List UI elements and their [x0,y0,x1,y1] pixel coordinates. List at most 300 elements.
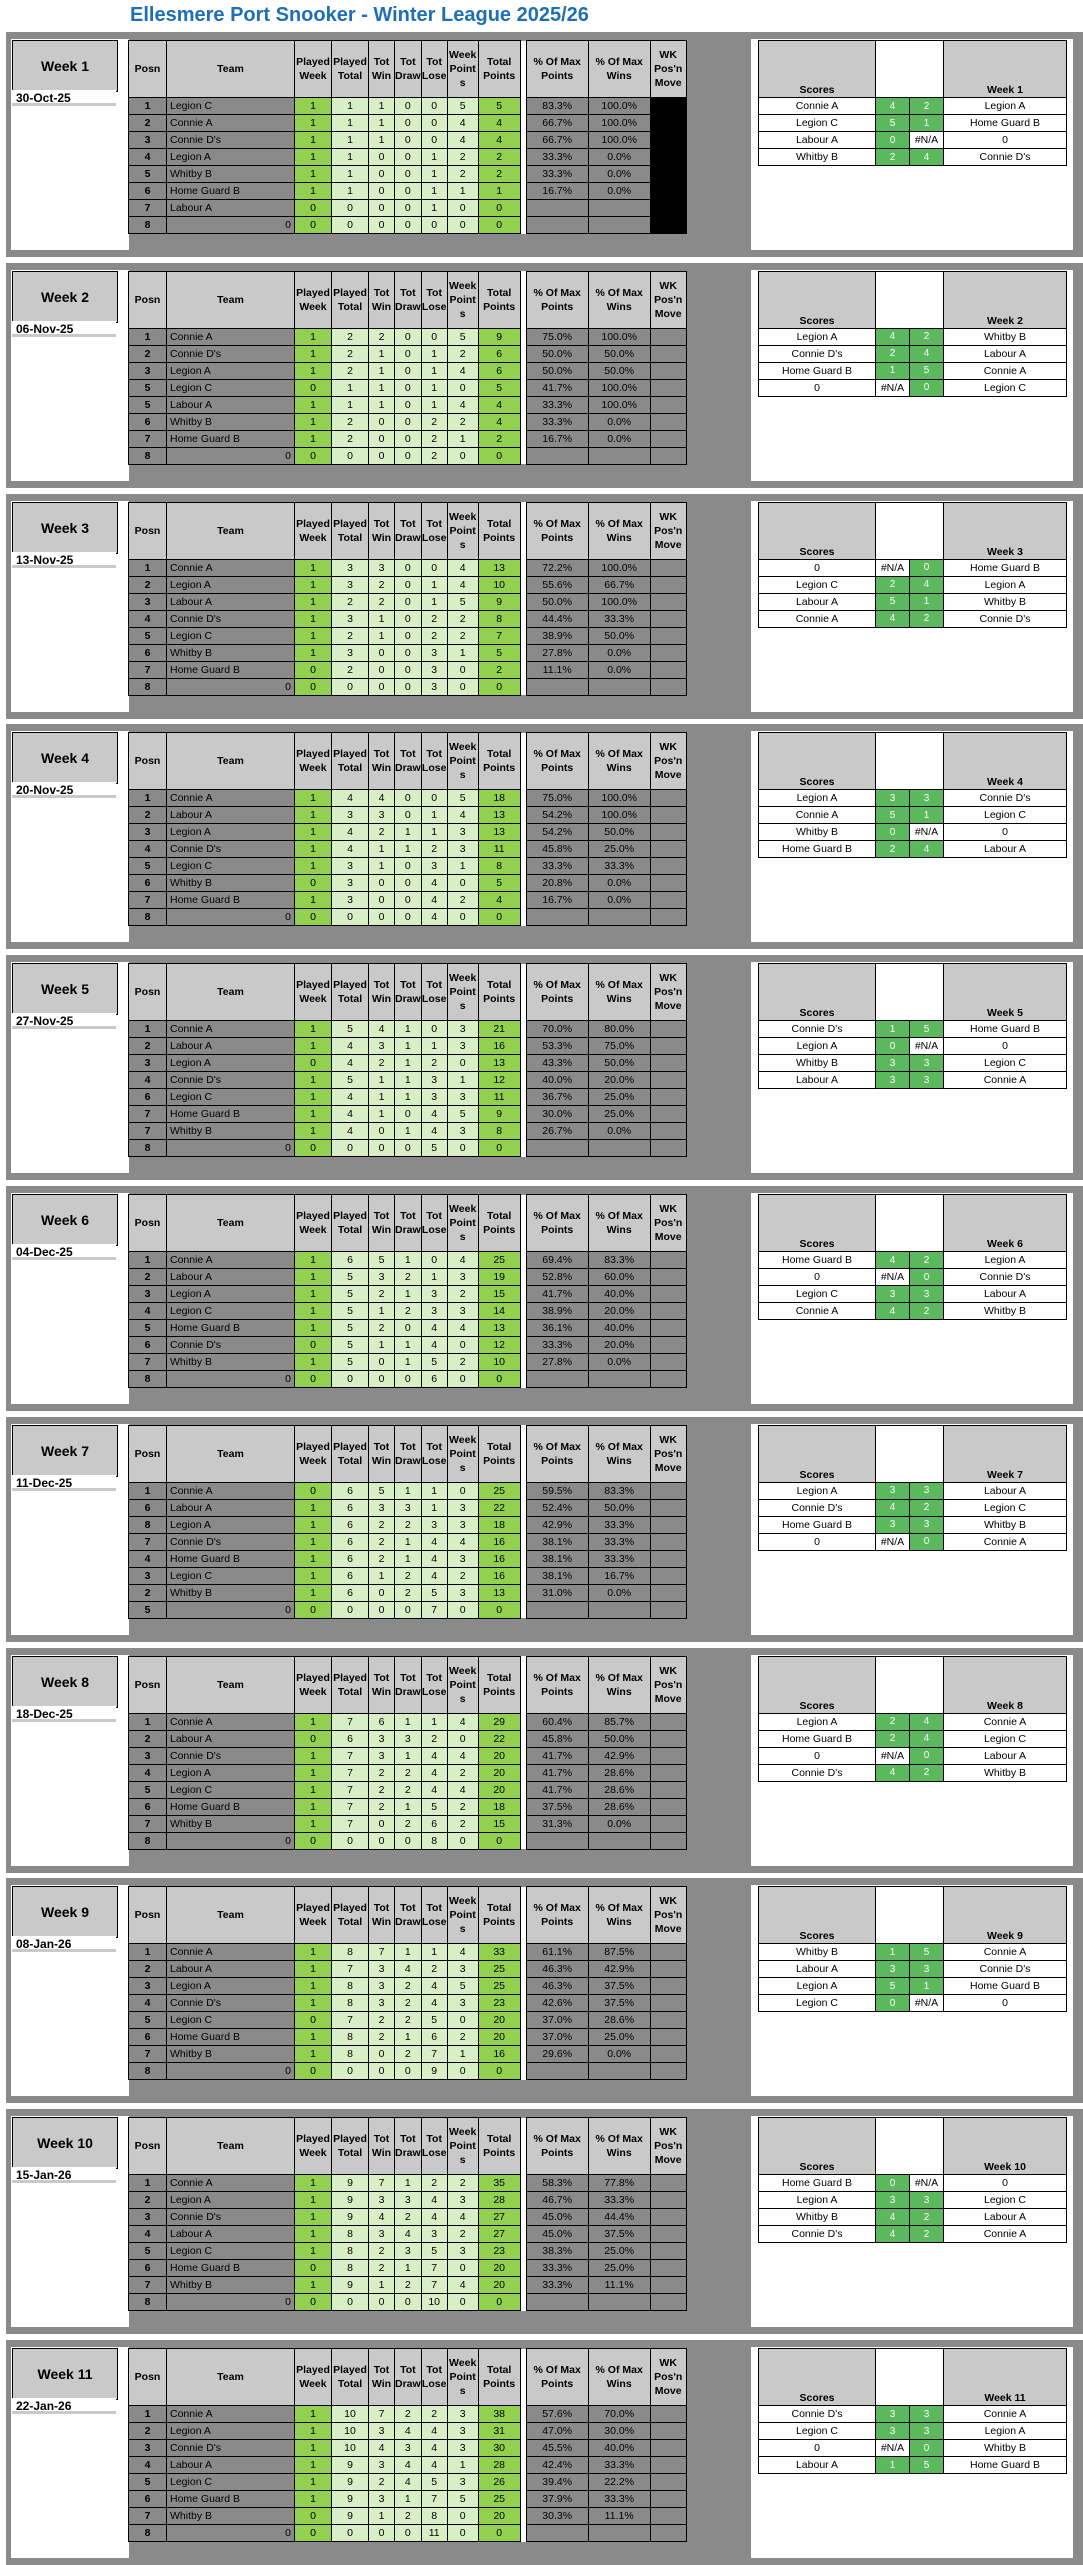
week-points-cell: 5 [447,2491,478,2508]
position-move-cell [650,328,686,345]
pct-points-cell: 38.1% [526,1550,588,1567]
played-week-cell: 1 [295,1021,332,1038]
week-points-cell: 1 [447,183,478,200]
pct-points-cell [526,1371,588,1388]
wins-cell: 4 [369,2209,395,2226]
total-points-cell: 4 [478,132,520,149]
wins-cell: 0 [369,1354,395,1371]
position-move-cell [650,1995,686,2012]
losses-cell: 1 [421,396,447,413]
away-team-cell: Whitby B [944,1303,1067,1320]
losses-cell: 0 [421,790,447,807]
week-block [6,1648,1083,1873]
column-header-played-total: Played Total [332,2349,369,2406]
pct-wins-cell: 25.0% [588,1106,650,1123]
standings-row [129,1781,687,1798]
total-points-cell: 25 [478,1978,520,1995]
total-points-cell: 25 [478,2491,520,2508]
home-team-cell: Connie A [759,807,876,824]
away-score-cell: 4 [910,149,944,166]
total-points-cell: 16 [478,2046,520,2063]
fixture-row [759,1978,1067,1995]
position-move-cell [650,1567,686,1584]
played-week-cell: 0 [295,909,332,926]
week-points-cell: 3 [447,1038,478,1055]
home-team-cell: Legion A [759,2192,876,2209]
team-cell: Labour A [167,200,295,217]
position-cell: 4 [129,1995,167,2012]
position-move-cell [650,1106,686,1123]
draws-cell: 0 [395,132,422,149]
team-cell: Home Guard B [167,2029,295,2046]
wins-cell: 3 [369,1961,395,1978]
draws-cell: 0 [395,166,422,183]
week-block [6,1417,1083,1642]
column-header-total-points: Total Points [478,1425,520,1482]
position-move-cell [650,396,686,413]
pct-points-cell [526,2525,588,2542]
total-points-cell: 33 [478,1944,520,1961]
draws-cell: 1 [395,1550,422,1567]
week-points-cell: 2 [447,1286,478,1303]
position-cell: 2 [129,2423,167,2440]
total-points-cell: 13 [478,1584,520,1601]
scores-week-header: Week 1 [944,41,1067,98]
position-cell: 7 [129,1815,167,1832]
standings-row [129,1961,687,1978]
away-score-cell: 3 [910,790,944,807]
team-cell: Labour A [167,2457,295,2474]
fixture-row [759,1303,1067,1320]
losses-cell: 4 [421,2457,447,2474]
away-team-cell: 0 [944,2175,1067,2192]
played-week-cell: 1 [295,1038,332,1055]
pct-wins-cell: 100.0% [588,115,650,132]
away-score-cell: #N/A [910,1038,944,1055]
team-cell: Labour A [167,396,295,413]
home-score-cell: 4 [876,1499,910,1516]
position-move-cell [650,909,686,926]
column-header-wk-move: WK Pos'n Move [650,1887,686,1944]
away-score-cell: 1 [910,115,944,132]
position-move-cell [650,1781,686,1798]
losses-cell: 0 [421,1252,447,1269]
draws-cell: 0 [395,576,422,593]
played-week-cell: 1 [295,2175,332,2192]
week-points-cell: 0 [447,875,478,892]
standings-row [129,661,687,678]
pct-wins-cell: 22.2% [588,2474,650,2491]
position-cell: 8 [129,2063,167,2080]
fixture-row [759,1252,1067,1269]
played-week-cell: 1 [295,430,332,447]
pct-wins-cell: 0.0% [588,661,650,678]
position-cell: 4 [129,1764,167,1781]
away-team-cell: Labour A [944,1482,1067,1499]
total-points-cell: 10 [478,576,520,593]
played-week-cell: 1 [295,1713,332,1730]
position-move-cell [650,2423,686,2440]
played-week-cell: 1 [295,1354,332,1371]
played-week-cell: 1 [295,1781,332,1798]
week-points-cell: 3 [447,1995,478,2012]
column-header-team: Team [167,41,295,98]
column-header-team: Team [167,1195,295,1252]
away-team-cell: Home Guard B [944,1978,1067,1995]
column-header-total-points: Total Points [478,964,520,1021]
standings-row [129,2457,687,2474]
week-label: Week 9 [12,1886,118,1938]
column-header-tot-win: Tot Win [369,502,395,559]
column-header-played-week: Played Week [295,271,332,328]
pct-wins-cell: 100.0% [588,559,650,576]
total-points-cell: 6 [478,362,520,379]
total-points-cell: 0 [478,200,520,217]
position-cell: 7 [129,2277,167,2294]
column-header-tot-draw: Tot Draw [395,502,422,559]
column-header-tot-win: Tot Win [369,1195,395,1252]
home-team-cell: 0 [759,1747,876,1764]
home-score-cell: 5 [876,1978,910,1995]
played-week-cell: 1 [295,328,332,345]
column-header-tot-draw: Tot Draw [395,1887,422,1944]
pct-points-cell: 16.7% [526,892,588,909]
scores-week-header: Week 9 [944,1887,1067,1944]
wins-cell: 1 [369,2508,395,2525]
away-score-cell: 2 [910,1303,944,1320]
scores-header: Scores [759,1195,876,1252]
week-points-cell: 3 [447,1584,478,1601]
total-points-cell: 2 [478,149,520,166]
scores-header: Scores [759,2118,876,2175]
column-header-tot-lose: Tot Lose [421,271,447,328]
standings-row [129,858,687,875]
week-points-cell: 2 [447,166,478,183]
position-cell: 3 [129,824,167,841]
position-cell: 3 [129,1747,167,1764]
played-week-cell: 1 [295,2046,332,2063]
losses-cell: 2 [421,2175,447,2192]
standings-row [129,2192,687,2209]
away-team-cell: Connie A [944,1533,1067,1550]
fixture-row [759,2175,1067,2192]
home-score-cell: 0 [876,824,910,841]
losses-cell: 1 [421,824,447,841]
away-score-cell: 3 [910,1072,944,1089]
losses-cell: 4 [421,909,447,926]
fixture-row [759,1499,1067,1516]
wins-cell: 0 [369,1832,395,1849]
team-cell: Legion A [167,2192,295,2209]
away-team-cell: Whitby B [944,1516,1067,1533]
standings-row [129,2508,687,2525]
pct-wins-cell: 50.0% [588,1730,650,1747]
pct-wins-cell: 50.0% [588,627,650,644]
week-points-cell: 4 [447,1781,478,1798]
pct-wins-cell: 60.0% [588,1269,650,1286]
pct-points-cell: 29.6% [526,2046,588,2063]
standings-row [129,1730,687,1747]
column-header-pct-wins: % Of Max Wins [588,733,650,790]
column-header-posn: Posn [129,1887,167,1944]
week-label: Week 6 [12,1194,118,1246]
draws-cell: 1 [395,1944,422,1961]
week-points-cell: 2 [447,627,478,644]
pct-points-cell: 33.3% [526,413,588,430]
position-move-cell [650,559,686,576]
played-total-cell: 2 [332,593,369,610]
played-week-cell: 1 [295,2192,332,2209]
wins-cell: 7 [369,2406,395,2423]
team-cell: 0 [167,2525,295,2542]
wins-cell: 3 [369,1038,395,1055]
pct-wins-cell: 40.0% [588,2440,650,2457]
column-header-total-points: Total Points [478,733,520,790]
played-week-cell: 1 [295,858,332,875]
team-cell: Connie D's [167,345,295,362]
losses-cell: 2 [421,1730,447,1747]
losses-cell: 5 [421,2012,447,2029]
played-total-cell: 0 [332,1832,369,1849]
scores-header-blank [876,964,944,1021]
team-cell: Labour A [167,807,295,824]
column-header-played-week: Played Week [295,964,332,1021]
played-total-cell: 3 [332,576,369,593]
position-cell: 8 [129,678,167,695]
column-header-tot-lose: Tot Lose [421,1887,447,1944]
week-date: 20-Nov-25 [12,782,116,798]
total-points-cell: 30 [478,2440,520,2457]
position-cell: 1 [129,1713,167,1730]
draws-cell: 0 [395,379,422,396]
pct-wins-cell [588,678,650,695]
total-points-cell: 20 [478,2012,520,2029]
position-cell: 2 [129,115,167,132]
losses-cell: 3 [421,661,447,678]
position-cell: 7 [129,430,167,447]
draws-cell: 4 [395,1961,422,1978]
losses-cell: 1 [421,576,447,593]
fixture-row [759,2440,1067,2457]
away-team-cell: Legion C [944,2192,1067,2209]
fixture-row [759,1072,1067,1089]
position-cell: 2 [129,807,167,824]
losses-cell: 11 [421,2525,447,2542]
standings-row [129,1320,687,1337]
standings-row [129,824,687,841]
pct-points-cell: 26.7% [526,1123,588,1140]
standings-row [129,875,687,892]
wins-cell: 2 [369,1055,395,1072]
played-total-cell: 2 [332,362,369,379]
draws-cell: 2 [395,2406,422,2423]
pct-points-cell: 38.1% [526,1533,588,1550]
team-cell: Legion C [167,98,295,115]
column-header-pct-points: % Of Max Points [526,41,588,98]
total-points-cell: 13 [478,1055,520,1072]
team-cell: Legion C [167,2243,295,2260]
pct-wins-cell: 100.0% [588,807,650,824]
played-total-cell: 0 [332,447,369,464]
played-total-cell: 3 [332,610,369,627]
pct-points-cell: 75.0% [526,328,588,345]
away-team-cell: Labour A [944,2209,1067,2226]
losses-cell: 1 [421,1499,447,1516]
played-total-cell: 8 [332,1978,369,1995]
team-cell: 0 [167,2063,295,2080]
column-header-total-points: Total Points [478,1887,520,1944]
week-points-cell: 2 [447,2226,478,2243]
team-cell: 0 [167,678,295,695]
position-move-cell [650,149,686,166]
column-header-pct-wins: % Of Max Wins [588,2349,650,2406]
position-move-cell [650,1747,686,1764]
draws-cell: 2 [395,1764,422,1781]
played-total-cell: 0 [332,678,369,695]
away-team-cell: Connie A [944,1944,1067,1961]
home-score-cell: #N/A [876,1747,910,1764]
standings-row [129,2406,687,2423]
away-score-cell: 2 [910,98,944,115]
pct-points-cell: 57.6% [526,2406,588,2423]
losses-cell: 3 [421,2226,447,2243]
fixture-row [759,132,1067,149]
total-points-cell: 2 [478,166,520,183]
wins-cell: 1 [369,396,395,413]
wins-cell: 1 [369,98,395,115]
away-team-cell: Legion A [944,1252,1067,1269]
away-score-cell: 3 [910,1516,944,1533]
week-points-cell: 3 [447,2440,478,2457]
week-points-cell: 3 [447,1021,478,1038]
draws-cell: 3 [395,1499,422,1516]
week-date: 18-Dec-25 [12,1706,116,1722]
wins-cell: 1 [369,841,395,858]
losses-cell: 1 [421,379,447,396]
away-score-cell: 3 [910,2423,944,2440]
wins-cell: 0 [369,183,395,200]
week-points-cell: 3 [447,2423,478,2440]
total-points-cell: 20 [478,2277,520,2294]
draws-cell: 2 [395,2209,422,2226]
total-points-cell: 1 [478,183,520,200]
away-team-cell: Connie D's [944,149,1067,166]
column-header-wk-move: WK Pos'n Move [650,2349,686,2406]
position-move-cell [650,1038,686,1055]
column-header-tot-lose: Tot Lose [421,964,447,1021]
away-score-cell: 1 [910,1978,944,1995]
team-cell: Legion A [167,149,295,166]
column-header-played-week: Played Week [295,1195,332,1252]
team-cell: Whitby B [167,875,295,892]
team-cell: Legion A [167,2423,295,2440]
pct-wins-cell: 40.0% [588,1286,650,1303]
wins-cell: 1 [369,379,395,396]
position-cell: 8 [129,1140,167,1157]
played-week-cell: 1 [295,1533,332,1550]
week-points-cell: 4 [447,559,478,576]
column-header-pct-wins: % Of Max Wins [588,1195,650,1252]
played-total-cell: 4 [332,1123,369,1140]
total-points-cell: 26 [478,2474,520,2491]
played-week-cell: 0 [295,678,332,695]
wins-cell: 2 [369,1516,395,1533]
standings-row [129,1072,687,1089]
position-cell: 6 [129,644,167,661]
position-cell: 6 [129,2491,167,2508]
played-week-cell: 1 [295,892,332,909]
pct-wins-cell: 33.3% [588,2491,650,2508]
home-score-cell: 2 [876,1713,910,1730]
position-move-cell [650,2192,686,2209]
played-total-cell: 1 [332,115,369,132]
draws-cell: 0 [395,396,422,413]
position-move-cell [650,345,686,362]
standings-row [129,345,687,362]
week-points-cell: 3 [447,2192,478,2209]
played-week-cell: 0 [295,200,332,217]
fixture-row [759,1516,1067,1533]
away-team-cell: Legion A [944,576,1067,593]
total-points-cell: 0 [478,2063,520,2080]
played-week-cell: 0 [295,379,332,396]
team-cell: Legion A [167,576,295,593]
week-points-cell: 0 [447,1832,478,1849]
week-block [6,32,1083,257]
home-score-cell: 1 [876,1944,910,1961]
position-move-cell [650,1944,686,1961]
losses-cell: 1 [421,1713,447,1730]
wins-cell: 7 [369,1944,395,1961]
position-cell: 7 [129,661,167,678]
position-move-cell [650,2508,686,2525]
standings-row [129,1567,687,1584]
position-cell: 6 [129,875,167,892]
column-header-wk-move: WK Pos'n Move [650,502,686,559]
played-total-cell: 3 [332,644,369,661]
draws-cell: 0 [395,183,422,200]
home-score-cell: 2 [876,149,910,166]
pct-points-cell: 30.0% [526,1106,588,1123]
position-move-cell [650,593,686,610]
scores-header-blank [876,1656,944,1713]
pct-points-cell: 54.2% [526,824,588,841]
position-cell: 5 [129,627,167,644]
week-points-cell: 0 [447,661,478,678]
played-week-cell: 1 [295,413,332,430]
away-score-cell: 3 [910,1961,944,1978]
fixture-row [759,790,1067,807]
pct-points-cell: 46.7% [526,2192,588,2209]
losses-cell: 2 [421,841,447,858]
team-cell: Home Guard B [167,1550,295,1567]
away-team-cell: Connie A [944,1072,1067,1089]
played-week-cell: 1 [295,1089,332,1106]
draws-cell: 0 [395,1371,422,1388]
pct-points-cell: 44.4% [526,610,588,627]
position-move-cell [650,447,686,464]
total-points-cell: 12 [478,1337,520,1354]
position-cell: 2 [129,1038,167,1055]
pct-wins-cell: 100.0% [588,379,650,396]
home-score-cell: 4 [876,98,910,115]
pct-points-cell: 37.5% [526,1798,588,1815]
pct-wins-cell: 100.0% [588,132,650,149]
fixture-row [759,1961,1067,1978]
losses-cell: 3 [421,1286,447,1303]
position-move-cell [650,790,686,807]
away-score-cell: 3 [910,1286,944,1303]
